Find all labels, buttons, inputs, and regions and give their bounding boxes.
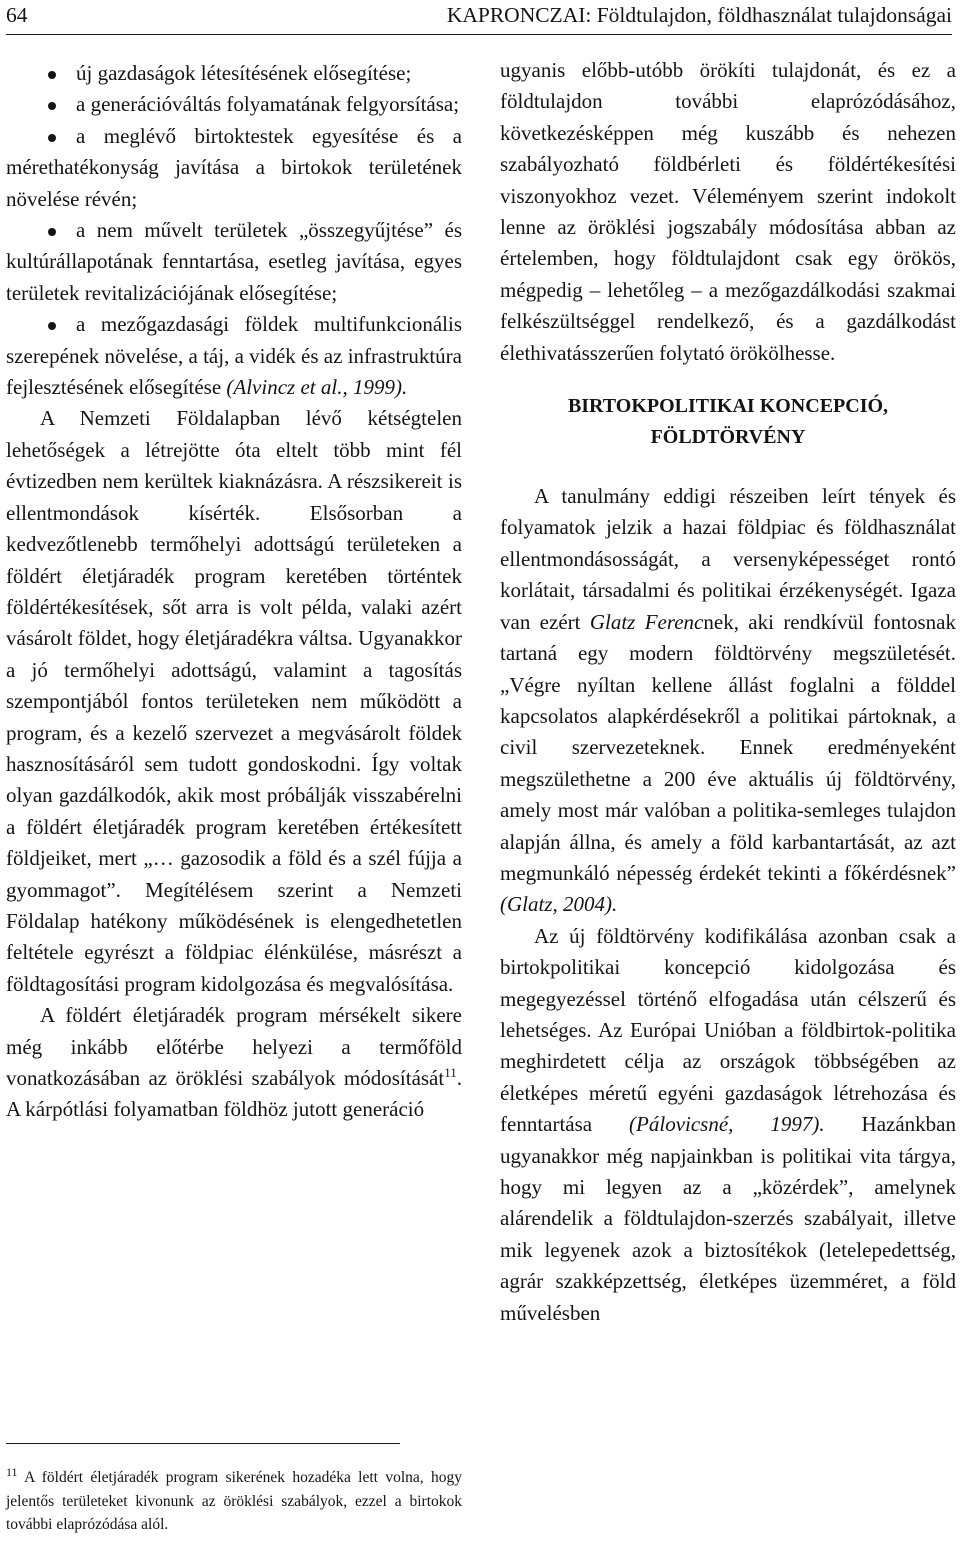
bullet-icon bbox=[48, 71, 56, 79]
footnote-number: 11 bbox=[6, 1464, 18, 1479]
citation: (Alvincz et al., 1999). bbox=[226, 375, 408, 400]
list-item: a meglévő birtoktestek egyesítése és a mérethatékonyság javítása a birtokok területének növelése révén; bbox=[6, 123, 462, 211]
paragraph: ugyanis előbb-utóbb örökíti tulajdonát, és ez a földtulajdon további elaprózódásához, következésképpen még kuszább és nehezen szabályozható földbérleti és földértékesítési viszonyokhoz vezet. Véleményem szerint indokolt lenne az öröklési jogszabály módosítása abban az értelemben, hogy földtulajdont csak egy örökös, mégpedig – lehetőleg – a mezőgazdálkodási szakmai felkészültséggel rendelkező, és a gazdálkodást élethivatásszerűen folytató örökölhesse. bbox=[500, 58, 956, 365]
page-number: 64 bbox=[6, 3, 28, 27]
running-title: KAPRONCZAI: Földtulajdon, földhasználat tulajdonságai bbox=[446, 3, 952, 27]
right-column bbox=[500, 55, 956, 1329]
list-item: a mezőgazdasági földek multifunkcionális szerepének növelése, a táj, a vidék és az infrastruktúra fejlesztésének elősegítése (Alvincz et al., 1999). bbox=[6, 312, 462, 400]
citation: (Pálovicsné, 1997). bbox=[629, 1112, 825, 1137]
header-rule bbox=[6, 34, 952, 35]
left-column bbox=[6, 58, 462, 1126]
footnote-text: A földért életjáradék program sikerének hozadéka lett volna, hogy jelentős területeket kivonunk az öröklési szabályok, ezzel a birtokok további elaprózódása alól. bbox=[6, 1469, 462, 1533]
paragraph: A földért életjáradék program mérsékelt sikere még inkább előtérbe helyezi a termőföld vonatkozásában az öröklési szabályok módosítását$^{11}$. A kárpótlási folyamatban földhöz jutott generáció bbox=[6, 1003, 462, 1122]
bullet-icon bbox=[48, 102, 56, 110]
bullet-icon bbox=[48, 322, 56, 330]
section-heading: BIRTOKPOLITIKAI KONCEPCIÓ, FÖLDTÖRVÉNY bbox=[567, 395, 889, 449]
list-item: a nem művelt területek „összegyűjtése” és kultúrállapotának fenntartása, esetleg javítása, egyes területek revitalizációjának elősegítése; bbox=[6, 218, 462, 305]
footnote bbox=[6, 1466, 462, 1537]
list-item: a generációváltás folyamatának felgyorsítása; bbox=[6, 89, 462, 120]
bullet-icon bbox=[48, 134, 56, 142]
paragraph: A Nemzeti Földalapban lévő kétségtelen lehetőségek a létrejötte óta eltelt több mint fél évtizedben nem kerültek kiaknázásra. A részsikereit is ellentmondások kísérték. Elsősorban a kedvezőtlenebb termőhelyi adottságú területeken a földért életjáradék program keretében történtek földértékesítések, sőt arra is volt példa, valaki azért vásárolt földet, hogy életjáradékra váltsa. Ugyanakkor a jó termőhelyi adottságú, valamint a tagosítás szempontjából fontos területeken nem működött a program, és a kezelő szervezet a megvásárolt földek hasznosításáról sem tudott gondoskodni. Így voltak olyan gazdálkodók, akik most próbálják visszabérelni a földért életjáradék program keretében értékesített földjeiket, mert „… gazosodik a föld és a szél fújja a gyommagot”. Megítélésem szerint a Nemzeti Földalap hatékony működésének is elengedhetetlen feltétele egyrészt a földpiac élénkülése, másrészt a földtagosítási program kidolgozása és megvalósítása. bbox=[6, 406, 462, 996]
paragraph: Az új földtörvény kodifikálása azonban csak a birtokpolitikai koncepció kidolgozása és megegyezéssel történő elfogadása után célszerű és lehetséges. Az Európai Unióban a földbirtok-politika meghirdetett célja az országok többségében az életképes méretű egyéni gazdaságok létrehozása és fenntartása (Pálovicsné, 1997). Hazánkban ugyanakkor még napjainkban is politikai vita tárgya, hogy mi legyen az a „közérdek”, amelynek alárendelik a földtulajdon-szerzés szabályait, illetve mik legyenek azok a biztosítékok (letelepedettség, agrár szakképzettség, életképes üzemméret, a föld művelésben bbox=[500, 923, 956, 1325]
list-item: új gazdaságok létesítésének elősegítése; bbox=[6, 58, 462, 89]
paragraph: A tanulmány eddigi részeiben leírt tények és folyamatok jelzik a hazai földpiac és földhasználat ellentmondásosságát, a versenyképességet rontó korlátait, társadalmi és politikai érzékenységét. Igaza van ezért Glatz Ferencnek, aki rendkívül fontosnak tartaná egy modern földtörvény megszületését. „Végre nyíltan kellene állást foglalni a földdel kapcsolatos alapkérdésekről a politikai pártoknak, a civil szervezeteknek. Ennek eredményeként megszülethetne a 200 éve aktuális új földtörvény, amely most már valóban a politika-semleges tulajdon alapján állna, és amely a föld karbantartását, az azt megmunkáló népesség érdekét tekinti a főkérdésnek” (Glatz, 2004). bbox=[500, 484, 956, 917]
footnote-ref[interactable]: 11 bbox=[444, 1065, 457, 1080]
person-name: Glatz Ferenc bbox=[589, 609, 704, 634]
bullet-list bbox=[6, 58, 462, 403]
footnote-rule bbox=[6, 1443, 400, 1444]
bullet-icon bbox=[48, 228, 56, 236]
running-header bbox=[6, 0, 952, 32]
citation: (Glatz, 2004). bbox=[500, 892, 618, 917]
